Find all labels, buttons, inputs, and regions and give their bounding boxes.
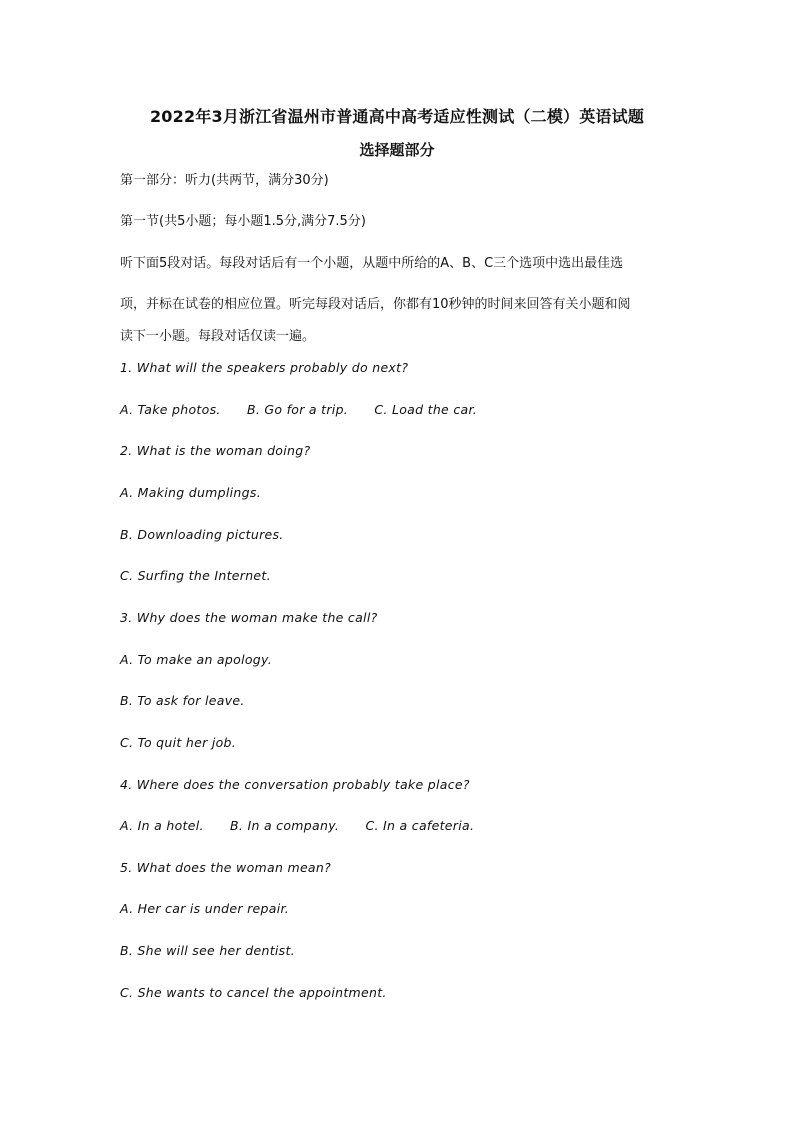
option-b[interactable]: B. To ask for leave. xyxy=(120,693,245,708)
option-c[interactable]: C. She wants to cancel the appointment. xyxy=(120,985,387,1000)
question-stem: 3. Why does the woman make the call? xyxy=(120,610,378,625)
question-stem: 2. What is the woman doing? xyxy=(120,443,311,458)
options-row xyxy=(120,401,477,419)
option-b[interactable]: B. She will see her dentist. xyxy=(120,943,295,958)
option-a[interactable]: A. Making dumplings. xyxy=(120,485,261,500)
option-a[interactable]: A. Take photos. xyxy=(120,402,221,417)
question-stem: 5. What does the woman mean? xyxy=(120,860,332,875)
options-row xyxy=(120,817,474,835)
option-c[interactable]: C. Surfing the Internet. xyxy=(120,568,271,583)
instruction-line: 项，并标在试卷的相应位置。听完每段对话后，你都有10秒钟的时间来回答有关小题和阅 xyxy=(120,297,631,312)
option-c[interactable]: C. To quit her job. xyxy=(120,735,237,750)
option-a[interactable]: A. In a hotel. xyxy=(120,818,204,833)
page-subtitle: 选择题部分 xyxy=(359,141,435,159)
option-a[interactable]: A. To make an apology. xyxy=(120,652,273,667)
option-b[interactable]: B. Go for a trip. xyxy=(246,402,349,417)
option-a[interactable]: A. Her car is under repair. xyxy=(120,901,290,916)
option-b[interactable]: B. In a company. xyxy=(230,818,340,833)
instruction-line: 听下面5段对话。每段对话后有一个小题，从题中所给的A、B、C三个选项中选出最佳选 xyxy=(120,256,624,271)
option-c[interactable]: C. In a cafeteria. xyxy=(365,818,475,833)
page-title: 2022年3月浙江省温州市普通高中高考适应性测试（二模）英语试题 xyxy=(149,107,645,126)
option-b[interactable]: B. Downloading pictures. xyxy=(120,527,284,542)
question-stem: 4. Where does the conversation probably take place? xyxy=(120,777,470,792)
option-c[interactable]: C. Load the car. xyxy=(374,402,478,417)
subsection-heading: 第一节(共5小题；每小题1.5分,满分7.5分) xyxy=(120,214,366,229)
instruction-line: 读下一小题。每段对话仅读一遍。 xyxy=(120,329,316,344)
question-stem: 1. What will the speakers probably do next? xyxy=(120,360,409,375)
part-heading: 第一部分：听力(共两节，满分30分) xyxy=(120,173,329,188)
